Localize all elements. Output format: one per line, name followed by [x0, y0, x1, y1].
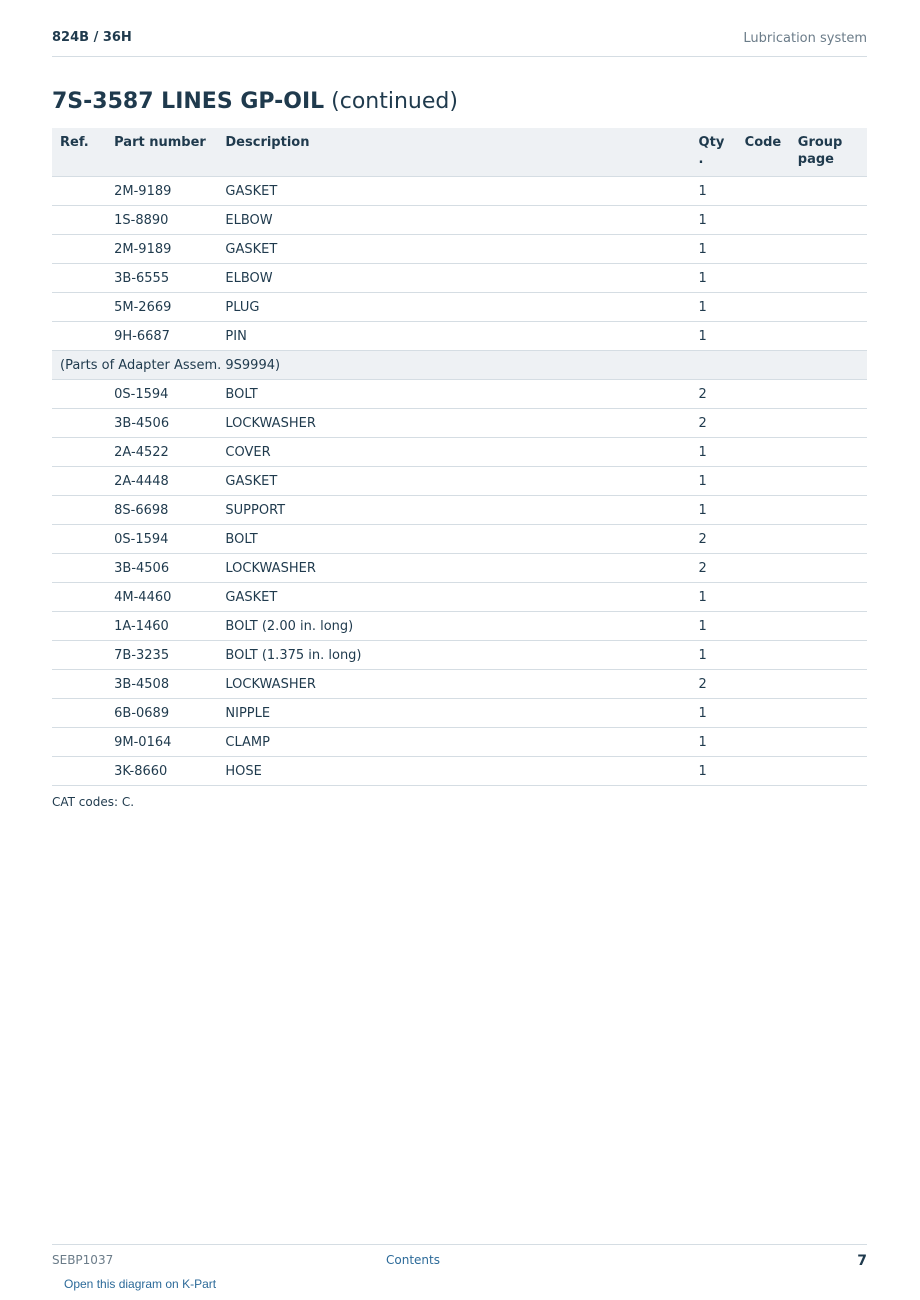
page-title	[52, 89, 458, 114]
col-group-page: Group page	[790, 128, 867, 177]
table-row	[52, 206, 867, 235]
cell-code	[737, 728, 790, 757]
group-label: (Parts of Adapter Assem. 9S9994)	[52, 351, 867, 380]
cell-ref	[52, 554, 106, 583]
cell-group-page	[790, 641, 867, 670]
cell-ref	[52, 467, 106, 496]
cell-ref	[52, 525, 106, 554]
cell-ref	[52, 641, 106, 670]
cell-code	[737, 467, 790, 496]
cell-group-page	[790, 409, 867, 438]
cell-part-number: 3B-4506	[106, 554, 217, 583]
cell-code	[737, 757, 790, 786]
col-ref: Ref.	[52, 128, 106, 177]
cell-code	[737, 264, 790, 293]
header-row	[52, 128, 867, 177]
cell-group-page	[790, 380, 867, 409]
cell-part-number: 1S-8890	[106, 206, 217, 235]
model-label: 824B / 36H	[52, 30, 132, 45]
cell-code	[737, 496, 790, 525]
cell-qty: 1	[691, 177, 737, 206]
table-row	[52, 438, 867, 467]
table-row	[52, 177, 867, 206]
cell-description: BOLT (2.00 in. long)	[217, 612, 690, 641]
cell-part-number: 1A-1460	[106, 612, 217, 641]
table-row	[52, 728, 867, 757]
cell-description: BOLT	[217, 380, 690, 409]
cell-description: ELBOW	[217, 264, 690, 293]
cell-part-number: 5M-2669	[106, 293, 217, 322]
parts-table-body	[52, 177, 867, 786]
cell-part-number: 3B-4506	[106, 409, 217, 438]
cell-description: PIN	[217, 322, 690, 351]
cell-ref	[52, 293, 106, 322]
cell-code	[737, 525, 790, 554]
cell-group-page	[790, 728, 867, 757]
cell-description: CLAMP	[217, 728, 690, 757]
cell-ref	[52, 757, 106, 786]
cell-qty: 1	[691, 699, 737, 728]
table-row	[52, 583, 867, 612]
cell-qty: 1	[691, 641, 737, 670]
cell-qty: 1	[691, 728, 737, 757]
col-qty: Qty .	[691, 128, 737, 177]
cell-part-number: 8S-6698	[106, 496, 217, 525]
cell-ref	[52, 612, 106, 641]
cell-part-number: 2M-9189	[106, 177, 217, 206]
table-row	[52, 554, 867, 583]
cell-ref	[52, 728, 106, 757]
cell-group-page	[790, 264, 867, 293]
k-part-link[interactable]: Open this diagram on K-Part	[64, 1277, 217, 1291]
cell-part-number: 2A-4448	[106, 467, 217, 496]
cell-qty: 1	[691, 612, 737, 641]
cell-description: LOCKWASHER	[217, 409, 690, 438]
cell-code	[737, 699, 790, 728]
col-part-number: Part number	[106, 128, 217, 177]
cell-ref	[52, 380, 106, 409]
table-row	[52, 380, 867, 409]
table-row	[52, 699, 867, 728]
cell-code	[737, 583, 790, 612]
cell-code	[737, 177, 790, 206]
cell-code	[737, 293, 790, 322]
cell-qty: 2	[691, 670, 737, 699]
group-row	[52, 351, 867, 380]
cell-group-page	[790, 467, 867, 496]
table-row	[52, 467, 867, 496]
cell-group-page	[790, 293, 867, 322]
cell-ref	[52, 670, 106, 699]
table-row	[52, 293, 867, 322]
cell-group-page	[790, 699, 867, 728]
cell-ref	[52, 438, 106, 467]
cell-qty: 2	[691, 554, 737, 583]
cell-group-page	[790, 322, 867, 351]
col-description: Description	[217, 128, 690, 177]
table-row	[52, 264, 867, 293]
page-footer	[52, 1244, 867, 1291]
parts-table	[52, 128, 867, 786]
cell-description: SUPPORT	[217, 496, 690, 525]
cell-qty: 1	[691, 467, 737, 496]
cell-qty: 1	[691, 583, 737, 612]
cell-code	[737, 380, 790, 409]
cell-part-number: 0S-1594	[106, 525, 217, 554]
cell-ref	[52, 264, 106, 293]
cell-group-page	[790, 670, 867, 699]
table-row	[52, 612, 867, 641]
cell-qty: 1	[691, 322, 737, 351]
cell-description: ELBOW	[217, 206, 690, 235]
cell-description: HOSE	[217, 757, 690, 786]
cell-group-page	[790, 612, 867, 641]
cell-qty: 1	[691, 206, 737, 235]
cell-code	[737, 554, 790, 583]
cell-code	[737, 641, 790, 670]
cell-ref	[52, 322, 106, 351]
cell-code	[737, 670, 790, 699]
cell-group-page	[790, 206, 867, 235]
cell-part-number: 2M-9189	[106, 235, 217, 264]
cell-part-number: 7B-3235	[106, 641, 217, 670]
table-row	[52, 235, 867, 264]
cell-part-number: 0S-1594	[106, 380, 217, 409]
cell-description: BOLT (1.375 in. long)	[217, 641, 690, 670]
table-row	[52, 496, 867, 525]
cell-qty: 1	[691, 293, 737, 322]
cell-description: GASKET	[217, 583, 690, 612]
cell-qty: 2	[691, 525, 737, 554]
cell-qty: 2	[691, 409, 737, 438]
cell-group-page	[790, 177, 867, 206]
cell-qty: 1	[691, 757, 737, 786]
cell-description: LOCKWASHER	[217, 554, 690, 583]
cell-code	[737, 612, 790, 641]
cell-part-number: 9M-0164	[106, 728, 217, 757]
cell-group-page	[790, 438, 867, 467]
cell-description: COVER	[217, 438, 690, 467]
cell-description: LOCKWASHER	[217, 670, 690, 699]
cell-code	[737, 409, 790, 438]
cell-part-number: 9H-6687	[106, 322, 217, 351]
cell-part-number: 2A-4522	[106, 438, 217, 467]
cell-group-page	[790, 583, 867, 612]
cell-part-number: 3K-8660	[106, 757, 217, 786]
document-id: SEBP1037	[52, 1253, 114, 1267]
table-row	[52, 641, 867, 670]
col-code: Code	[737, 128, 790, 177]
cell-code	[737, 322, 790, 351]
cell-description: NIPPLE	[217, 699, 690, 728]
cell-qty: 1	[691, 235, 737, 264]
cell-description: PLUG	[217, 293, 690, 322]
table-row	[52, 409, 867, 438]
cell-code	[737, 438, 790, 467]
cell-qty: 2	[691, 380, 737, 409]
title-code-name: 7S-3587 LINES GP-OIL	[52, 89, 325, 114]
cell-qty: 1	[691, 438, 737, 467]
table-row	[52, 757, 867, 786]
table-row	[52, 525, 867, 554]
cell-group-page	[790, 757, 867, 786]
cell-ref	[52, 206, 106, 235]
page-header	[52, 29, 867, 57]
cell-description: GASKET	[217, 467, 690, 496]
contents-link[interactable]: Contents	[386, 1253, 440, 1267]
cell-ref	[52, 699, 106, 728]
cell-group-page	[790, 554, 867, 583]
section-label: Lubrication system	[743, 31, 867, 46]
page-number: 7	[857, 1253, 867, 1269]
table-row	[52, 670, 867, 699]
cell-qty: 1	[691, 496, 737, 525]
table-row	[52, 322, 867, 351]
cell-part-number: 6B-0689	[106, 699, 217, 728]
cell-group-page	[790, 496, 867, 525]
cell-description: BOLT	[217, 525, 690, 554]
title-suffix: (continued)	[324, 89, 458, 114]
cell-ref	[52, 235, 106, 264]
cell-ref	[52, 409, 106, 438]
cell-code	[737, 235, 790, 264]
cell-group-page	[790, 525, 867, 554]
cell-code	[737, 206, 790, 235]
cell-description: GASKET	[217, 177, 690, 206]
cell-description: GASKET	[217, 235, 690, 264]
cell-part-number: 4M-4460	[106, 583, 217, 612]
cell-part-number: 3B-6555	[106, 264, 217, 293]
cell-ref	[52, 177, 106, 206]
cell-part-number: 3B-4508	[106, 670, 217, 699]
cat-codes-note: CAT codes: C.	[52, 795, 135, 809]
cell-ref	[52, 496, 106, 525]
parts-table-header	[52, 128, 867, 177]
cell-group-page	[790, 235, 867, 264]
cell-ref	[52, 583, 106, 612]
cell-qty: 1	[691, 264, 737, 293]
